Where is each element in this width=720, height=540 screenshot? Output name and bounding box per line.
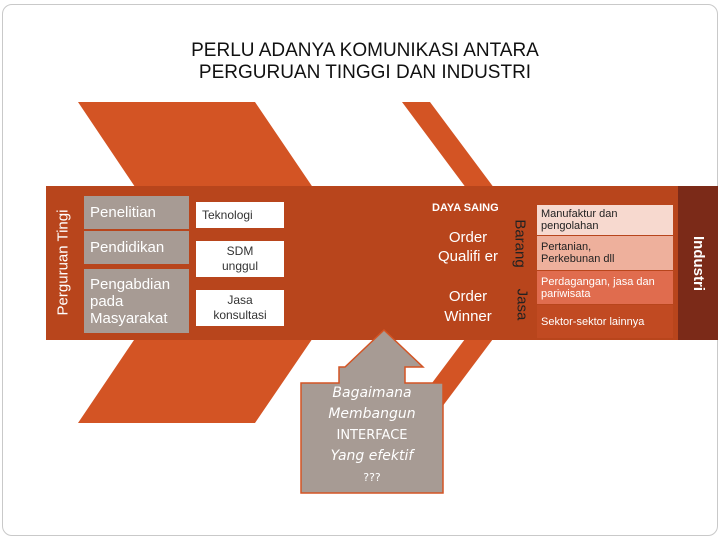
sector-lainnya-label: Sektor-sektor lainnya [541, 315, 645, 328]
order-qualifier-label: Order Qualifi er [437, 229, 499, 265]
box-jasa-konsultasi-label: Jasa konsultasi [213, 293, 267, 322]
box-penelitian-label: Penelitian [90, 204, 156, 221]
box-pengabdian-label: Pengabdian pada Masyarakat [90, 275, 171, 327]
box-pendidikan [84, 231, 189, 264]
callout-line-5: ??? [363, 471, 381, 484]
sector-pertanian [537, 236, 673, 270]
industri-label: Industri [689, 235, 707, 291]
order-winner-label: Order Winner [444, 288, 492, 325]
sector-manufaktur [537, 205, 673, 235]
sector-lainnya [537, 305, 673, 338]
box-sdm-unggul-label: SDM unggul [221, 244, 259, 273]
title-line-1: PERLU ADANYA KOMUNIKASI ANTARA [191, 40, 539, 61]
box-penelitian [84, 196, 189, 229]
sector-perdagangan [537, 271, 673, 304]
callout-line-3: INTERFACE [336, 428, 408, 443]
interface-callout-text [306, 383, 438, 488]
title-line-2: PERGURUAN TINGGI DAN INDUSTRI [198, 62, 532, 83]
perguruan-tinggi-label: Perguruan Tingi [54, 209, 72, 315]
daya-saing-label: DAYA SAING [432, 202, 499, 214]
box-jasa-konsultasi [196, 290, 284, 326]
sector-perdagangan-label: Perdagangan, jasa dan pariwisata [541, 275, 655, 300]
sector-pertanian-label: Pertanian, Perkebunan dll [541, 241, 615, 265]
callout-line-4: Yang efektif [330, 448, 414, 464]
box-teknologi-label: Teknologi [202, 207, 253, 222]
callout-line-1: Bagaimana [332, 385, 412, 401]
industri-band [678, 186, 718, 340]
sector-manufaktur-label: Manufaktur dan pengolahan [541, 208, 618, 232]
barang-label: Barang [511, 218, 529, 268]
box-pendidikan-label: Pendidikan [90, 239, 165, 256]
jasa-label: Jasa [513, 288, 531, 320]
box-sdm-unggul [196, 241, 284, 277]
callout-line-2: Membangun [328, 406, 416, 422]
box-teknologi [196, 202, 284, 228]
box-pengabdian [84, 269, 189, 333]
